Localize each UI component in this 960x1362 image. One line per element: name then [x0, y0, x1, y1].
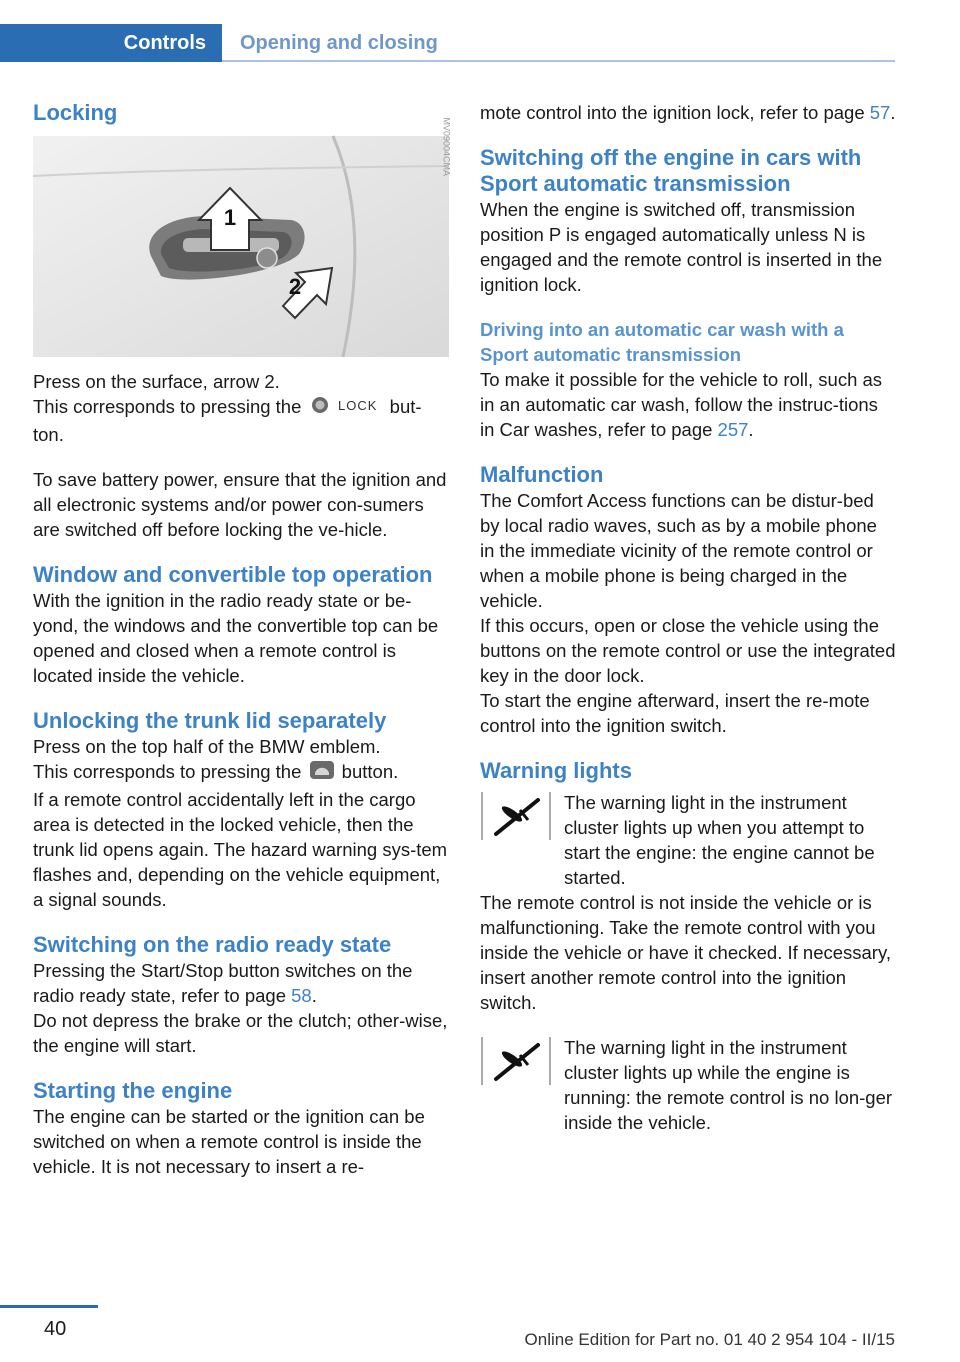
heading-radio-ready: Switching on the radio ready state	[33, 932, 392, 958]
key-warning-icon	[480, 790, 552, 842]
malfunction-text-2: If this occurs, open or close the vehicle using the buttons on the remote control or use the integrated key in the door lock.	[480, 615, 896, 686]
locking-text-2b: but‐ton.	[33, 396, 422, 446]
trunk-text-2a: This corresponds to pressing the	[33, 761, 307, 783]
trunk-text-1: Press on the top half of the BMW emblem.	[33, 736, 381, 758]
left-column	[33, 100, 452, 1179]
heading-window-convertible: Window and convertible top operation	[33, 562, 433, 588]
radio-text-1b: .	[311, 985, 317, 1007]
continued-text-a: mote control into the ignition lock, refer to page	[480, 102, 870, 123]
heading-warning-lights: Warning lights	[480, 758, 632, 783]
lock-button-icon	[307, 394, 385, 422]
heading-trunk-lid: Unlocking the trunk lid separately	[33, 708, 387, 734]
continued-text	[480, 100, 896, 125]
warning-2-text: The warning light in the instrument cluster lights up while the engine is running: the remote control is no lon‐ger inside the vehicle.	[564, 1037, 893, 1133]
window-text: With the ignition in the radio ready state or be‐yond, the windows and the convertible top can be opened and closed when a remote control is located inside the vehicle.	[33, 590, 439, 687]
header-divider	[222, 60, 895, 62]
page-number: 40	[44, 1318, 67, 1340]
door-handle-illustration	[33, 136, 449, 357]
malfunction-text-3: To start the engine afterward, insert the re‐mote control into the ignition switch.	[480, 690, 870, 736]
page-header	[0, 24, 895, 62]
carwash-text	[480, 367, 896, 442]
section-tab-controls[interactable]: Controls	[0, 24, 222, 62]
trunk-button-icon	[307, 759, 337, 787]
starting-text: The engine can be started or the ignition can be switched on when a remote control is inside the vehicle. It is not necessary to insert a re‐	[33, 1106, 425, 1178]
locking-text-2	[33, 394, 449, 447]
page-link-257[interactable]: 257	[717, 419, 749, 440]
radio-text-1a: Pressing the Start/Stop button switches on the radio ready state, refer to page	[33, 960, 413, 1007]
heading-locking: Locking	[33, 100, 118, 125]
warning-light-block-1	[480, 790, 896, 890]
carwash-text-a: To make it possible for the vehicle to roll, such as in an automatic car wash, follow the instruc‐tions in Car washes, refer to page	[480, 369, 883, 440]
page-link-57[interactable]: 57	[869, 102, 891, 123]
page-link-58[interactable]: 58	[291, 985, 312, 1007]
locking-text-3: To save battery power, ensure that the ignition and all electronic systems and/or power con‐sumers are switched off before locking the ve‐hicle.	[33, 469, 447, 541]
trunk-text-2	[33, 759, 449, 787]
radio-text-2: Do not depress the brake or the clutch; other‐wise, the engine will start.	[33, 1010, 448, 1057]
door-handle-figure	[33, 117, 452, 357]
heading-starting-engine: Starting the engine	[33, 1078, 233, 1104]
figure-callout-1: 1	[223, 205, 237, 230]
continued-text-b: .	[890, 102, 896, 123]
locking-text-1: Press on the surface, arrow 2.	[33, 371, 280, 392]
switchoff-text: When the engine is switched off, transmission position P is engaged automatically unless N is engaged and the remote control is inserted in the ignition lock.	[480, 199, 883, 295]
heading-switching-off-engine: Switching off the engine in cars with Sport automatic transmission	[480, 145, 862, 196]
lock-button-label: LOCK	[337, 398, 377, 414]
carwash-text-b: .	[748, 419, 754, 440]
heading-malfunction: Malfunction	[480, 462, 604, 487]
footer-divider	[0, 1305, 98, 1308]
right-column	[480, 100, 896, 1135]
malfunction-text-1: The Comfort Access functions can be distur‐bed by local radio waves, such as by a mobile phone in the immediate vicinity of the remote control or when a mobile phone is being charged in the vehicle.	[480, 490, 877, 611]
footer-edition: Online Edition for Part no. 01 40 2 954 104 - II/15	[524, 1330, 895, 1349]
section-tab-opening-closing[interactable]: Opening and closing	[240, 32, 438, 54]
heading-car-wash: Driving into an automatic car wash with a Sport automatic transmission	[480, 319, 844, 365]
trunk-text-3: If a remote control accidentally left in the cargo area is detected in the locked vehicle, then the trunk lid opens again. The hazard warning sys‐tem flashes and, depending on the vehicle equipment, a signal sounds.	[33, 789, 448, 911]
figure-code: MV09004CMA	[442, 117, 452, 176]
warning-1-detail: The remote control is not inside the vehicle or is malfunctioning. Take the remote control with you inside the vehicle or have it checked. If necessary, insert another remote control into the ignition switch.	[480, 892, 891, 1013]
trunk-text-2b: button.	[336, 761, 399, 783]
warning-1-text: The warning light in the instrument cluster lights up when you attempt to start the engine: the engine cannot be started.	[564, 792, 875, 888]
key-warning-icon	[480, 1035, 552, 1087]
figure-callout-2: 2	[288, 274, 302, 299]
locking-text-2a: This corresponds to pressing the	[33, 396, 307, 417]
warning-light-block-2	[480, 1035, 896, 1135]
radio-text-1	[33, 958, 449, 1008]
